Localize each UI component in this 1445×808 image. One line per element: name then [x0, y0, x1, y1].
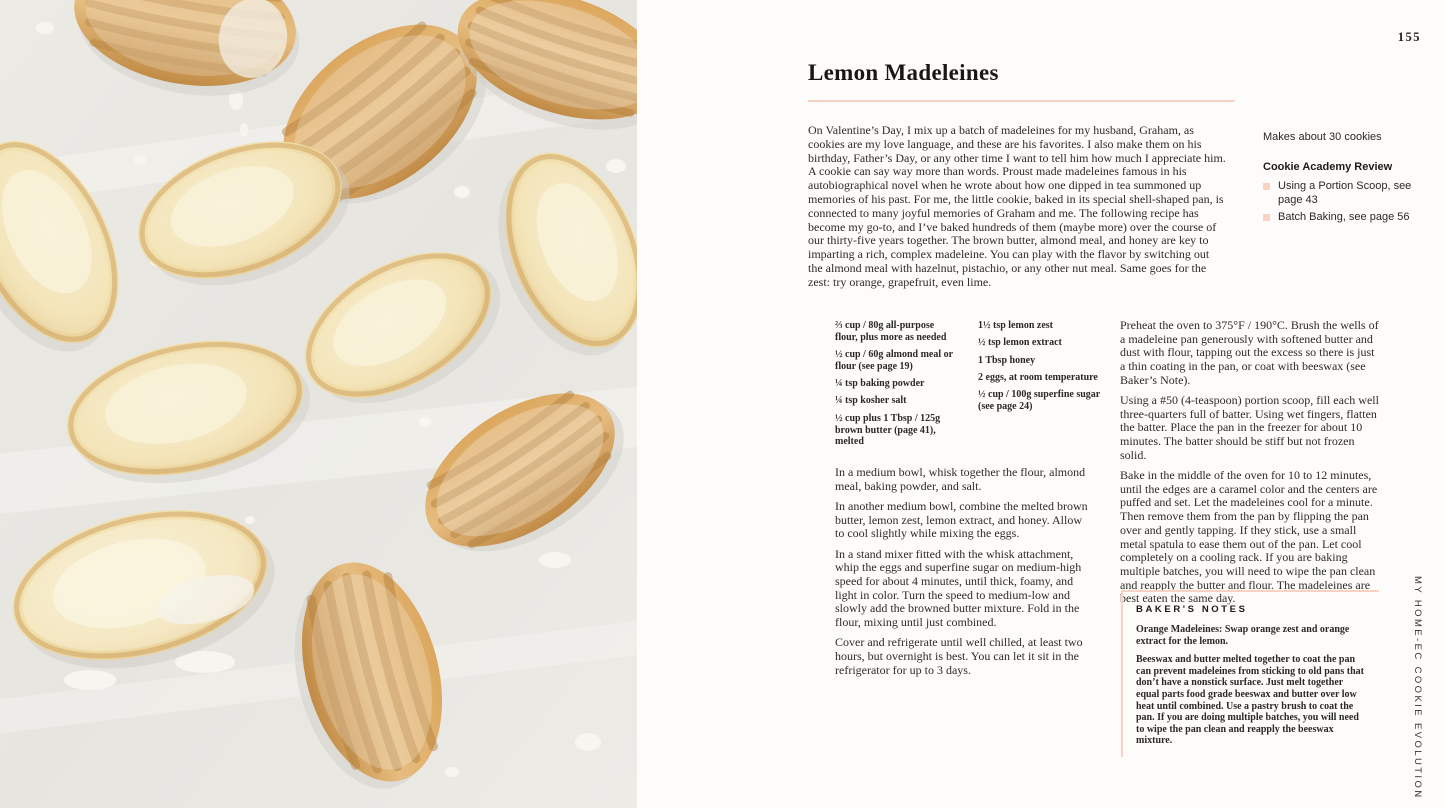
ingredient: ¼ tsp kosher salt [835, 395, 907, 407]
madeleines-photo [0, 0, 637, 808]
page-title: Lemon Madeleines [808, 60, 999, 85]
recipe-page [637, 0, 1445, 808]
ingredient: 2 eggs, at room temperature [978, 371, 1098, 383]
ingredient: ½ cup / 100g superfine sugar (see page 24) [978, 389, 1101, 412]
method-paragraph: Bake in the middle of the oven for 10 to 12 minutes, until the edges are a caramel color and the centers are puffed and set. Let the madeleines cool for a minute. Then remove them from the pan by flipping the pan over and gently tapping. If they stick, use a small metal spatula to ease them out of the pan. Let cool completely on a cooling rack. If you are baking multiple batches, you will need to wipe the pan clean and reapply the butter and flour. The madeleines are best eaten the same day. [1120, 468, 1378, 606]
review-list [1263, 180, 1428, 225]
madeleines-photo-illustration [0, 0, 637, 808]
method-paragraph: In a stand mixer fitted with the whisk attachment, whip the eggs and superfine sugar on medium-high speed for about 4 minutes, until thick, foamy, and light in color. Turn the speed to medium-low and slowly add the browned butter mixture. Fold in the flour, mixing until just combined. [835, 546, 1082, 630]
ingredient: ⅔ cup / 80g all-purpose flour, plus more as needed [835, 320, 947, 343]
method-paragraph: In a medium bowl, whisk together the flour, almond meal, baking powder, and salt. [835, 465, 1086, 493]
review-item: Using a Portion Scoop, see page 43 [1263, 180, 1428, 207]
recipe-sidebar [1263, 131, 1428, 229]
title-underline [808, 100, 1235, 102]
review-item: Batch Baking, see page 56 [1263, 211, 1428, 225]
method-paragraph: Using a #50 (4-teaspoon) portion scoop, fill each well three-quarters full of batter. Using wet fingers, flatten the batter. Place the pan in the freezer for about 10 minutes. The batter should be stiff but not frozen solid. [1120, 393, 1379, 462]
bakers-notes-body [1136, 624, 1373, 747]
bakers-notes-heading: BAKER'S NOTES [1136, 604, 1248, 615]
bakers-note-paragraph: Orange Madeleines: Swap orange zest and orange extract for the lemon. [1136, 624, 1350, 647]
method-paragraph: In another medium bowl, combine the melted brown butter, lemon zest, lemon extract, and honey. Allow to cool slightly while mixing the eggs. [835, 498, 1088, 541]
yield-note: Makes about 30 cookies [1263, 131, 1382, 143]
method-column-right [1120, 319, 1381, 613]
ingredient: ½ tsp lemon extract [978, 337, 1062, 349]
ingredient: 1 Tbsp honey [978, 354, 1036, 366]
method-paragraph: Preheat the oven to 375°F / 190°C. Brush the wells of a madeleine pan generously with softened butter and dust with flour, tapping out the excess so there is just a thin coating in the pan, or coat with beeswax (see Baker’s Note). [1120, 318, 1379, 387]
intro-paragraph: On Valentine’s Day, I mix up a batch of madeleines for my husband, Graham, as cookies are my love language, and these are his favorites. I also make them on his birthday, Father’s Day, or any other time I want to tell him how much I appreciate him. A cookie can say way more than words. Proust made madeleines famous in his autobiographical novel when he wrote about how one dipped in tea summoned up memories of his past. For me, the little cookie, baked in its special shell-shaped pan, is connected to many joyful memories of Graham and me. The following recipe has become my go-to, and I’ve baked hundreds of them (maybe more) over the course of our thirty-five years together. The brown butter, almond meal, and honey are key to imparting a rich, complex madeleine. You can play with the flavor by switching out the almond meal with hazelnut, pistachio, or any other nut meal. Same goes for the zest: try orange, grapefruit, even lime. [808, 123, 1226, 289]
page-number: 155 [1397, 30, 1421, 44]
ingredients-column-1 [835, 320, 953, 454]
ingredient: ½ cup / 60g almond meal or flour (see page 19) [835, 349, 953, 372]
bakers-note-paragraph: Beeswax and butter melted together to coat the pan can prevent madeleines from sticking to old pans that don’t have a nonstick surface. Just melt together equal parts food grade beeswax and butter over low heat until combined. Use a pastry brush to coat the pan. If you are doing multiple batches, you will need to wipe the pan clean and reapply the beeswax mixture. [1136, 654, 1364, 747]
method-column-left [835, 466, 1094, 684]
ingredient: ½ cup plus 1 Tbsp / 125g brown butter (page 41), melted [835, 412, 941, 448]
bakers-notes [1121, 590, 1379, 757]
ingredients-column-2 [978, 320, 1102, 418]
ingredient: ¼ tsp baking powder [835, 378, 925, 390]
review-heading: Cookie Academy Review [1263, 161, 1393, 173]
ingredient: 1½ tsp lemon zest [978, 320, 1053, 331]
chapter-vertical-label: MY HOME-EC COOKIE EVOLUTION [1412, 576, 1423, 800]
method-paragraph: Cover and refrigerate until well chilled, at least two hours, but overnight is best. You can let it sit in the refrigerator for up to 3 days. [835, 635, 1083, 677]
